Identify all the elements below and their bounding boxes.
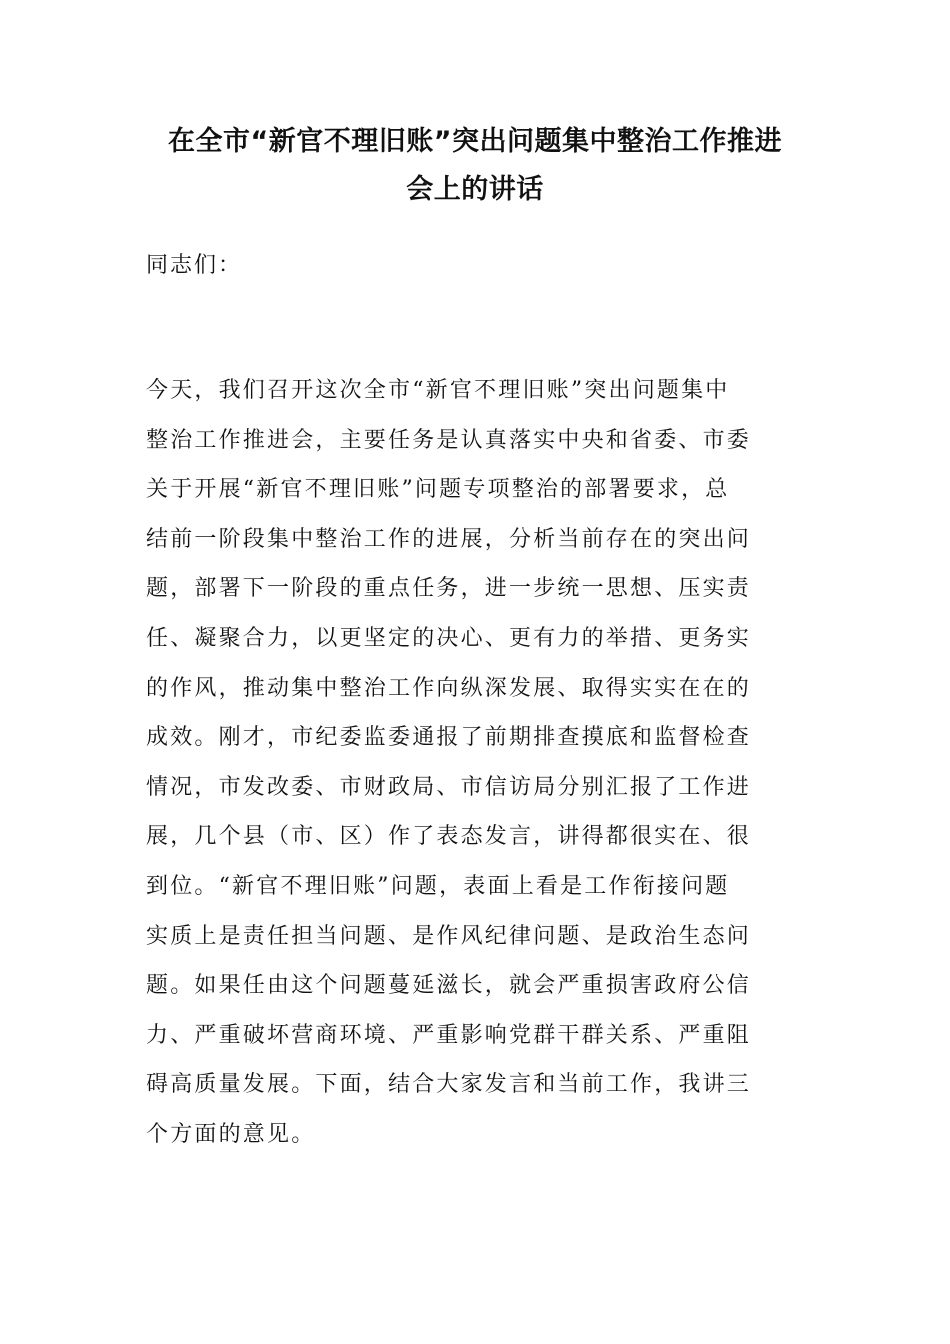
document-title: [130, 118, 820, 214]
body-line: 个方面的意见。: [146, 1121, 316, 1147]
body-line: 题，部署下一阶段的重点任务，进一步统一思想、压实责: [146, 576, 752, 602]
title-line-1: 在全市“新官不理旧账”突出问题集中整治工作推进: [168, 126, 782, 157]
body-line: 整治工作推进会，主要任务是认真落实中央和省委、市委: [146, 427, 752, 453]
body-line: 展，几个县（市、区）作了表态发言，讲得都很实在、很: [146, 824, 752, 850]
body-line: 成效。刚才，市纪委监委通报了前期排查摸底和监督检查: [146, 725, 752, 751]
body-line: 实质上是责任担当问题、是作风纪律问题、是政治生态问: [146, 923, 752, 949]
body-line: 碍高质量发展。下面，结合大家发言和当前工作，我讲三: [146, 1072, 752, 1098]
body-line: 今天，我们召开这次全市“新官不理旧账”突出问题集中: [146, 378, 730, 403]
body-line: 的作风，推动集中整治工作向纵深发展、取得实实在在的: [146, 675, 752, 701]
body-line: 任、凝聚合力，以更坚定的决心、更有力的举措、更务实: [146, 625, 752, 651]
body-line: 关于开展“新官不理旧账”问题专项整治的部署要求，总: [146, 477, 730, 503]
title-line-2: 会上的讲话: [406, 174, 544, 205]
body-line: 力、严重破坏营商环境、严重影响党群干群关系、严重阻: [146, 1022, 752, 1048]
body-line: 题。如果任由这个问题蔓延滋长，就会严重损害政府公信: [146, 973, 752, 999]
body-line: 到位。“新官不理旧账”问题，表面上看是工作衔接问题: [146, 873, 730, 899]
body-line: 情况，市发改委、市财政局、市信访局分别汇报了工作进: [146, 774, 752, 800]
body-paragraph: [146, 366, 806, 1160]
body-line: 结前一阶段集中整治工作的进展，分析当前存在的突出问: [146, 526, 752, 552]
salutation: 同志们：: [146, 253, 243, 278]
